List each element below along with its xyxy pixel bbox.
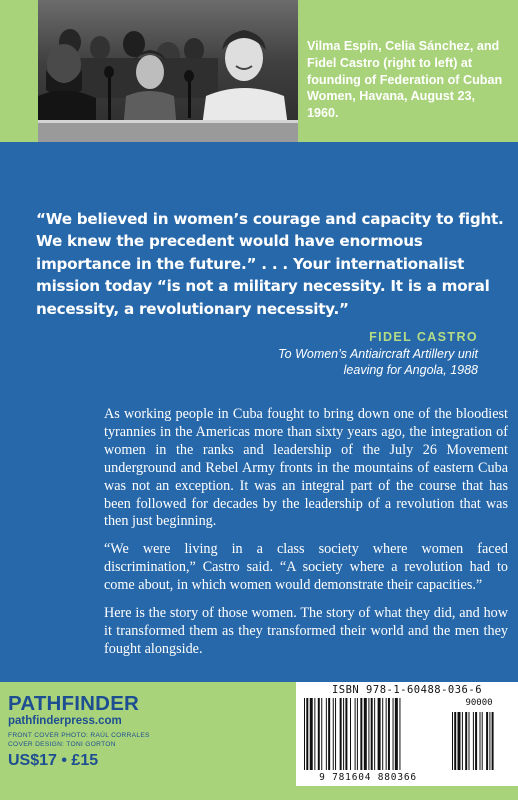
barcode-bar — [357, 698, 358, 770]
barcode-bar — [355, 698, 356, 770]
barcode-addon-bar — [469, 712, 470, 770]
barcode-addon-bar — [492, 712, 494, 770]
quote-context: To Women’s Antiaircraft Artillery unit leaving for Angola, 1988 — [278, 347, 478, 377]
barcode-bar — [399, 698, 400, 770]
barcode-bar — [374, 698, 375, 770]
blurb-paragraph: Here is the story of those women. The story of what they did, and how it transformed them as they transformed their world and the men they fought alongside. — [104, 605, 508, 657]
barcode-bar — [371, 698, 373, 770]
barcode-bar — [304, 698, 305, 770]
barcode-bar — [382, 698, 383, 770]
barcode-bar — [318, 698, 320, 770]
barcode-bar — [360, 698, 362, 770]
barcode-addon-bar — [486, 712, 488, 770]
barcode-bar — [378, 698, 381, 770]
barcode-ean-digits: 9 781604 880366 — [319, 772, 417, 783]
barcode-addon-bar — [454, 712, 456, 770]
photo-illustration — [38, 0, 298, 142]
barcode-addon-bar — [458, 712, 461, 770]
blurb-paragraph: As working people in Cuba fought to bring down one of the bloodiest tyrannies in the Americas more than sixty years ago, the integration of women in the ranks and leadership of the July 26 Movement underground and Rebel Army fronts in the mountains of eastern Cuba was not an exception. It was an integral part of the course that has been followed for decades by the leadership of a revolution that was then just beginning. — [104, 406, 508, 530]
price-label: US$17 • £15 — [8, 752, 99, 769]
barcode-bar — [350, 698, 351, 770]
design-credit: COVER DESIGN: TONI GORTON — [8, 741, 116, 748]
publisher-logo: PATHFINDER — [8, 692, 140, 715]
barcode-bar — [345, 698, 347, 770]
photo-caption: Vilma Espín, Celia Sánchez, and Fidel Castro (right to left) at founding of Federation of Cuban Women, Havana, August 23, 1960. — [307, 39, 503, 121]
barcode-bar — [306, 698, 308, 770]
barcode-addon-bar — [482, 712, 483, 770]
barcode-addon-bar — [452, 712, 453, 770]
barcode-addon-bar — [462, 712, 463, 770]
barcode-addon-digits: 90000 — [465, 698, 493, 708]
barcode-bar — [314, 698, 315, 770]
barcode-bar — [395, 698, 398, 770]
quote-author: FIDEL CASTRO — [369, 330, 478, 344]
barcode-bar — [364, 698, 367, 770]
barcode-bar — [326, 698, 327, 770]
barcode-addon-bar — [475, 712, 477, 770]
barcode-bar — [368, 698, 369, 770]
barcode-bar — [393, 698, 394, 770]
isbn-label: ISBN 978-1-60488-036-6 — [331, 684, 483, 696]
barcode-bar — [321, 698, 322, 770]
barcode-bar — [328, 698, 330, 770]
barcode-addon-bar — [489, 712, 490, 770]
barcode-bar — [386, 698, 387, 770]
barcode-addon-bar — [465, 712, 467, 770]
photo-credit: FRONT COVER PHOTO: RAÚL CORRALES — [8, 732, 150, 739]
barcode-icon — [302, 698, 512, 772]
publisher-website[interactable]: pathfinderpress.com — [8, 715, 122, 727]
barcode-bar — [388, 698, 390, 770]
barcode-bar — [335, 698, 336, 770]
barcode-addon-bar — [480, 712, 481, 770]
barcode-panel — [296, 682, 518, 786]
barcode-bar — [333, 698, 334, 770]
barcode-bar — [343, 698, 344, 770]
barcode-bar — [340, 698, 342, 770]
barcode-addon-bar — [473, 712, 474, 770]
blurb-paragraph: “We were living in a class society where women faced discrimination,” Castro said. “A society where a revolution had to come about, in which women would demonstrate their capacities.” — [104, 541, 508, 594]
castro-quote: “We believed in women’s courage and capacity to fight. We knew the precedent would have enormous importance in the future.” . . . Your internationalist mission today “is not a military necessity. It is a moral necessity, a revolutionary necessity.” — [36, 210, 504, 318]
historical-photo — [38, 0, 298, 142]
blurb-text — [104, 406, 508, 669]
barcode-bar — [310, 698, 313, 770]
